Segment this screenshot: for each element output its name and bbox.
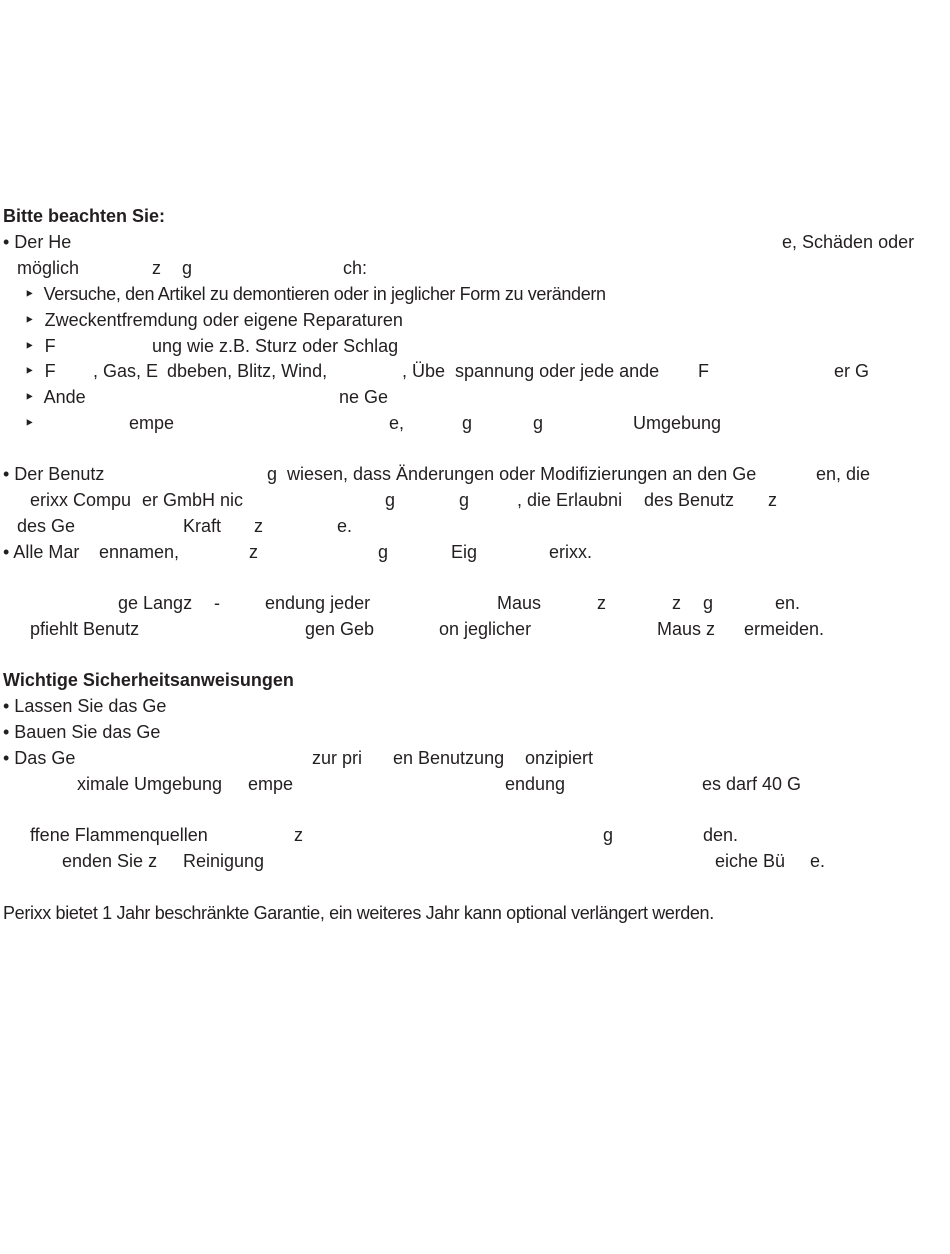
safety-line-6-d: e.	[810, 851, 826, 871]
user-note-line-1-c: wiesen, dass Änderungen oder Modifizierungen an den Ge	[287, 464, 757, 484]
notice-sub-item-6-f: Umgebung	[633, 413, 722, 433]
notice-line-2-d: ch:	[343, 258, 368, 278]
safety-line-4-a: ximale Umgebung	[77, 774, 223, 794]
mouse-note-line-1-d: Maus	[497, 593, 542, 613]
notice-line-1-end: e, Schäden oder	[782, 232, 915, 252]
notice-sub-item-4-d: , Übe	[402, 361, 446, 381]
safety-line-1: • Lassen Sie das Ge	[3, 696, 167, 716]
user-note-line-3-b: Kraft	[183, 516, 222, 536]
user-note-line-2-c: g	[385, 490, 396, 510]
notice-sub-item-4-g: er G	[834, 361, 870, 381]
safety-line-6-b: Reinigung	[183, 851, 265, 871]
notice-sub-item-4-a: ‣ F	[24, 361, 56, 381]
notice-sub-item-4-f: F	[698, 361, 709, 381]
safety-line-5-d: den.	[703, 825, 739, 845]
user-note-line-4-f: erixx.	[549, 542, 593, 562]
user-note-line-2-g: z	[768, 490, 777, 510]
notice-sub-item-4-c: dbeben, Blitz, Wind,	[167, 361, 328, 381]
safety-line-4-d: es darf 40 G	[702, 774, 802, 794]
mouse-note-line-2-e: ermeiden.	[744, 619, 825, 639]
mouse-note-line-2-c: on jeglicher	[439, 619, 532, 639]
notice-sub-item-6-d: g	[462, 413, 473, 433]
mouse-note-line-1-a: ge Langz	[118, 593, 193, 613]
notice-sub-item-5-b: ne Ge	[339, 387, 389, 407]
notice-sub-item-4-e: spannung oder jede ande	[455, 361, 660, 381]
user-note-line-1-b: g	[267, 464, 278, 484]
notice-sub-item-6-b: empe	[129, 413, 175, 433]
safety-line-5-c: g	[603, 825, 614, 845]
notice-sub-item-6-a: ‣	[24, 413, 35, 433]
safety-line-4-c: endung	[505, 774, 566, 794]
safety-line-4-b: empe	[248, 774, 294, 794]
notice-sub-item-1: ‣ Versuche, den Artikel zu demontieren oder in jeglicher Form zu verändern	[24, 284, 606, 304]
mouse-note-line-2-b: gen Geb	[305, 619, 375, 639]
user-note-line-4-b: ennamen,	[99, 542, 180, 562]
notice-sub-item-3-a: ‣ F	[24, 336, 56, 356]
mouse-note-line-1-h: en.	[775, 593, 801, 613]
safety-line-5-a: ffene Flammenquellen	[30, 825, 208, 845]
safety-heading: Wichtige Sicherheitsanweisungen	[3, 670, 294, 690]
user-note-line-4-a: • Alle Mar	[3, 542, 80, 562]
notice-line-1: • Der He	[3, 232, 72, 252]
mouse-note-line-1-e: z	[597, 593, 606, 613]
safety-line-5-b: z	[294, 825, 303, 845]
safety-line-6-a: enden Sie z	[62, 851, 158, 871]
safety-line-3-d: onzipiert	[525, 748, 594, 768]
notice-line-2-b: z	[152, 258, 161, 278]
safety-line-3-a: • Das Ge	[3, 748, 76, 768]
user-note-line-4-c: z	[249, 542, 258, 562]
user-note-line-4-e: Eig	[451, 542, 478, 562]
user-note-line-3-c: z	[254, 516, 263, 536]
notice-line-2-c: g	[182, 258, 193, 278]
mouse-note-line-1-f: z	[672, 593, 681, 613]
user-note-line-4-d: g	[378, 542, 389, 562]
notice-line-2-a: möglich	[17, 258, 80, 278]
mouse-note-line-1-c: endung jeder	[265, 593, 371, 613]
user-note-line-2-b: er GmbH nic	[142, 490, 244, 510]
safety-line-3-c: en Benutzung	[393, 748, 505, 768]
notice-sub-item-6-c: e,	[389, 413, 405, 433]
notice-sub-item-5-a: ‣ Ande	[24, 387, 86, 407]
notice-heading: Bitte beachten Sie:	[3, 206, 166, 226]
user-note-line-3-d: e.	[337, 516, 353, 536]
user-note-line-3-a: des Ge	[17, 516, 76, 536]
user-note-line-1-d: en, die	[816, 464, 871, 484]
user-note-line-2-f: des Benutz	[644, 490, 735, 510]
mouse-note-line-2-d: Maus z	[657, 619, 716, 639]
mouse-note-line-1-g: g	[703, 593, 714, 613]
notice-sub-item-3-b: ung wie z.B. Sturz oder Schlag	[152, 336, 399, 356]
notice-sub-item-4-b: , Gas, E	[93, 361, 159, 381]
user-note-line-1-a: • Der Benutz	[3, 464, 105, 484]
user-note-line-2-e: , die Erlaubni	[517, 490, 623, 510]
safety-line-2: • Bauen Sie das Ge	[3, 722, 161, 742]
safety-line-6-c: eiche Bü	[715, 851, 786, 871]
notice-sub-item-6-e: g	[533, 413, 544, 433]
safety-line-3-b: zur pri	[312, 748, 363, 768]
mouse-note-line-2-a: pfiehlt Benutz	[30, 619, 140, 639]
notice-sub-item-2: ‣ Zweckentfremdung oder eigene Reparaturen	[24, 310, 403, 330]
warranty-text: Perixx bietet 1 Jahr beschränkte Garantie, ein weiteres Jahr kann optional verlängert werden.	[3, 903, 714, 923]
mouse-note-line-1-b: -	[214, 593, 220, 613]
user-note-line-2-d: g	[459, 490, 470, 510]
user-note-line-2-a: erixx Compu	[30, 490, 132, 510]
